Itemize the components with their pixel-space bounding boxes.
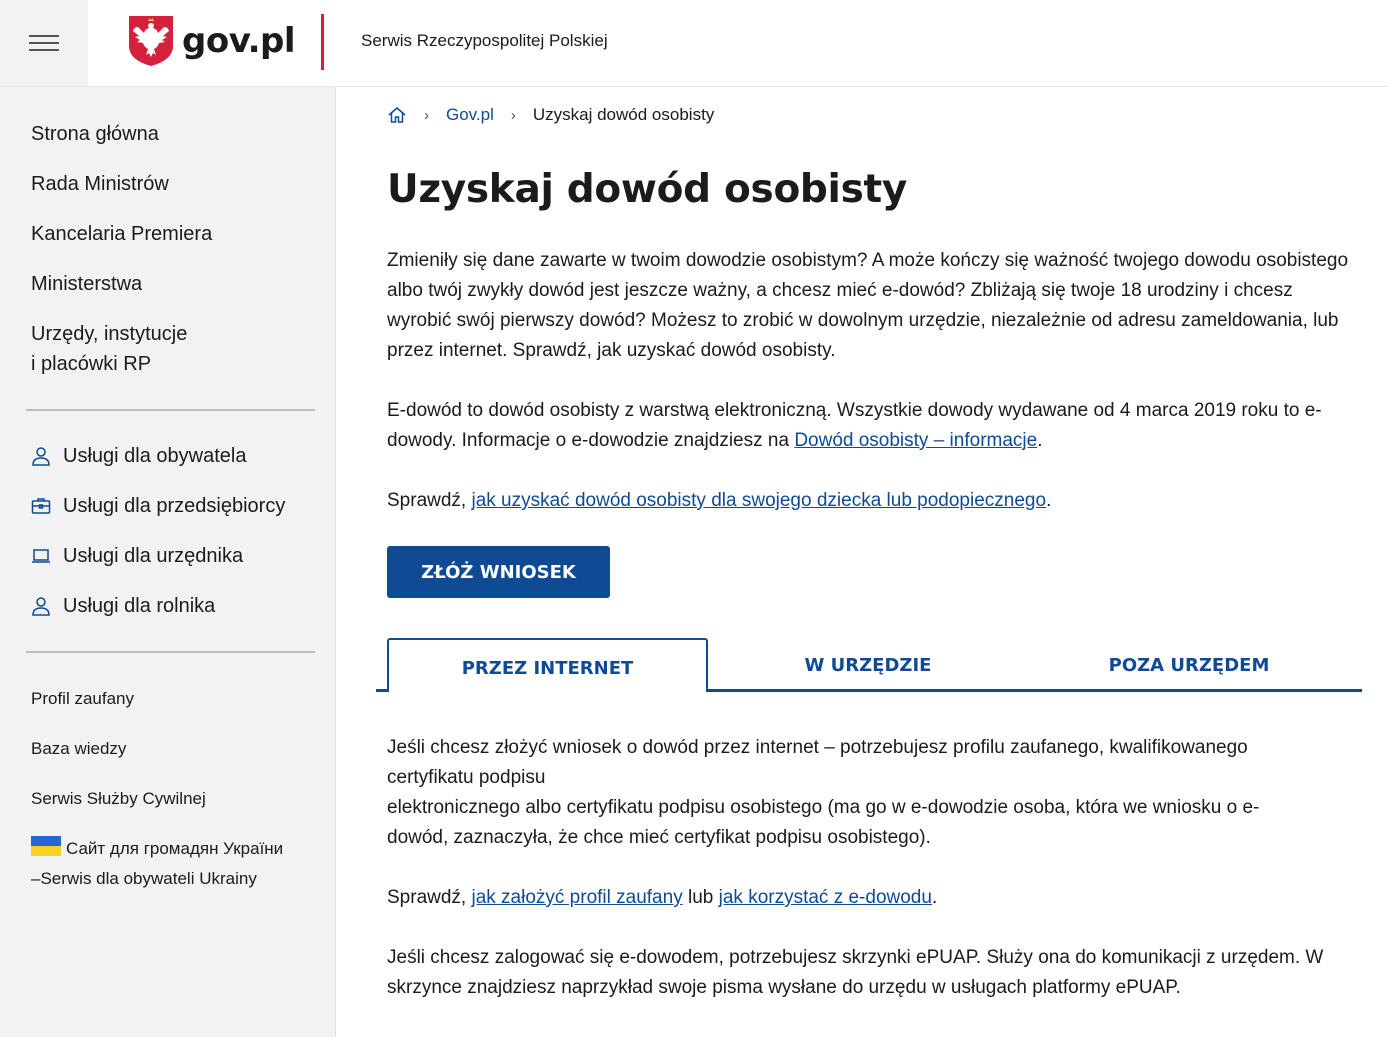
briefcase-icon — [31, 496, 51, 516]
breadcrumb-current: Uzyskaj dowód osobisty — [532, 105, 715, 124]
sidebar-item-strona-glowna[interactable]: Strona główna — [31, 123, 159, 145]
sidebar-item-uslugi-obywatela[interactable] — [31, 441, 246, 471]
ukraine-flag-icon — [31, 836, 61, 856]
sidebar-item-kancelaria-premiera[interactable]: Kancelaria Premiera — [31, 223, 213, 245]
check-end: . — [1046, 490, 1052, 511]
tab-panel-line: certyfikatu podpisu — [387, 767, 546, 788]
sidebar-item-rada-ministrow[interactable]: Rada Ministrów — [31, 173, 169, 195]
header-divider — [321, 14, 324, 70]
sidebar-item-uslugi-przedsiebiorcy[interactable] — [31, 491, 285, 521]
person-icon — [31, 446, 51, 466]
tab-poza-urzedem[interactable]: POZA URZĘDEM — [1108, 654, 1270, 676]
tab-w-urzedzie[interactable]: W URZĘDZIE — [804, 654, 932, 676]
tab-p2-end: . — [931, 887, 938, 908]
sidebar-item-ukraina[interactable] — [31, 834, 283, 894]
sidebar-item-label: Usługi dla urzędnika — [63, 545, 244, 567]
tab-panel-paragraph-2 — [387, 883, 1362, 913]
logo-text: gov.pl — [182, 21, 295, 61]
sidebar-item-urzedy-line1: Urzędy, instytucje — [31, 323, 188, 345]
dowod-informacje-link[interactable]: Dowód osobisty – informacje — [794, 430, 1038, 451]
breadcrumb — [387, 105, 714, 125]
sidebar — [0, 87, 336, 1037]
person-icon — [31, 596, 51, 616]
chevron-right-icon: › — [424, 106, 429, 124]
sidebar-item-uslugi-urzednika[interactable] — [31, 541, 243, 571]
site-header — [0, 0, 1388, 87]
gov-pl-logo[interactable] — [127, 13, 295, 69]
edowod-paragraph — [387, 396, 1362, 456]
sidebar-item-label: Usługi dla rolnika — [63, 595, 216, 617]
sidebar-item-uslugi-rolnika[interactable] — [31, 591, 215, 621]
submit-application-button[interactable]: ZŁÓŻ WNIOSEK — [387, 546, 610, 598]
sidebar-item-label: Usługi dla obywatela — [63, 445, 247, 467]
tab-p2-mid: lub — [682, 887, 719, 908]
dziecko-link[interactable]: jak uzyskać dowód osobisty dla swojego dziecka lub podopiecznego — [471, 490, 1047, 511]
chevron-right-icon: › — [510, 106, 516, 124]
sidebar-item-ukraina-line1: Сайт для громадян України — [66, 839, 284, 858]
sidebar-item-ukraina-line2: –Serwis dla obywateli Ukrainy — [31, 869, 257, 888]
breadcrumb-gov-pl[interactable]: Gov.pl — [446, 105, 494, 124]
laptop-icon — [31, 546, 51, 566]
tab-panel-line: dowód, zaznaczyła, że chce mieć certyfikat podpisu osobistego). — [387, 827, 931, 848]
sidebar-item-profil-zaufany[interactable]: Profil zaufany — [31, 689, 134, 708]
profil-zaufany-link[interactable]: jak założyć profil zaufany — [471, 887, 683, 908]
page-title: Uzyskaj dowód osobisty — [387, 167, 907, 212]
tab-przez-internet[interactable]: PRZEZ INTERNET — [387, 638, 708, 692]
edowod-end: . — [1037, 430, 1043, 451]
check-prefix: Sprawdź, — [387, 490, 472, 511]
e-dowod-link[interactable]: jak korzystać z e-dowodu — [718, 887, 932, 908]
tab-panel-line: Jeśli chcesz złożyć wniosek o dowód przez internet – potrzebujesz profilu zaufanego, kwalifikowanego — [387, 737, 1248, 758]
tab-panel-line: elektronicznego albo certyfikatu podpisu osobistego (ma go w e-dowodzie osoba, która we wniosku o e- — [387, 797, 1260, 818]
home-icon[interactable] — [387, 105, 407, 125]
edowod-text: E-dowód to dowód osobisty z warstwą elektroniczną. Wszystkie dowody wydawane od 4 marca 2019 roku to e-dowody. Informacje o e-dowodzie znajdziesz na — [387, 400, 1322, 451]
sidebar-divider — [26, 409, 315, 411]
header-subtitle: Serwis Rzeczypospolitej Polskiej — [361, 31, 608, 50]
sidebar-item-urzedy-line2: i placówki RP — [31, 353, 152, 375]
tab-panel-paragraph-1 — [387, 733, 1362, 853]
sidebar-item-label: Usługi dla przedsiębiorcy — [63, 495, 286, 517]
sidebar-item-ministerstwa[interactable]: Ministerstwa — [31, 273, 143, 295]
menu-hamburger-icon[interactable] — [0, 0, 88, 86]
sidebar-item-sluzba-cywilna[interactable]: Serwis Służby Cywilnej — [31, 789, 206, 808]
sidebar-item-baza-wiedzy[interactable]: Baza wiedzy — [31, 739, 127, 758]
tab-p2-prefix: Sprawdź, — [387, 887, 472, 908]
polish-eagle-emblem-icon — [127, 14, 175, 68]
sidebar-item-urzedy[interactable] — [31, 319, 187, 379]
tab-panel-paragraph-3: Jeśli chcesz zalogować się e-dowodem, potrzebujesz skrzynki ePUAP. Służy ona do komunikacji z urzędem. W skrzynce znajdziesz naprzykład swoje pisma wysłane do urzędu w usługach platformy ePUAP. — [387, 947, 1324, 998]
intro-paragraph: Zmieniły się dane zawarte w twoim dowodzie osobistym? A może kończy się ważność twojego dowodu osobistego albo twój zwykły dowód jest jeszcze ważny, a chcesz mieć e-dowód? Zbliżają się twoje 18 urodziny i chcesz wyrobić swój pierwszy dowód? Możesz to zrobić w dowolnym urzędzie, niezależnie od adresu zameldowania, lub przez internet. Sprawdź, jak uzyskać dowód osobisty. — [387, 250, 1349, 361]
tabs — [376, 638, 1362, 692]
sidebar-divider — [26, 651, 315, 653]
check-paragraph — [387, 486, 1362, 516]
